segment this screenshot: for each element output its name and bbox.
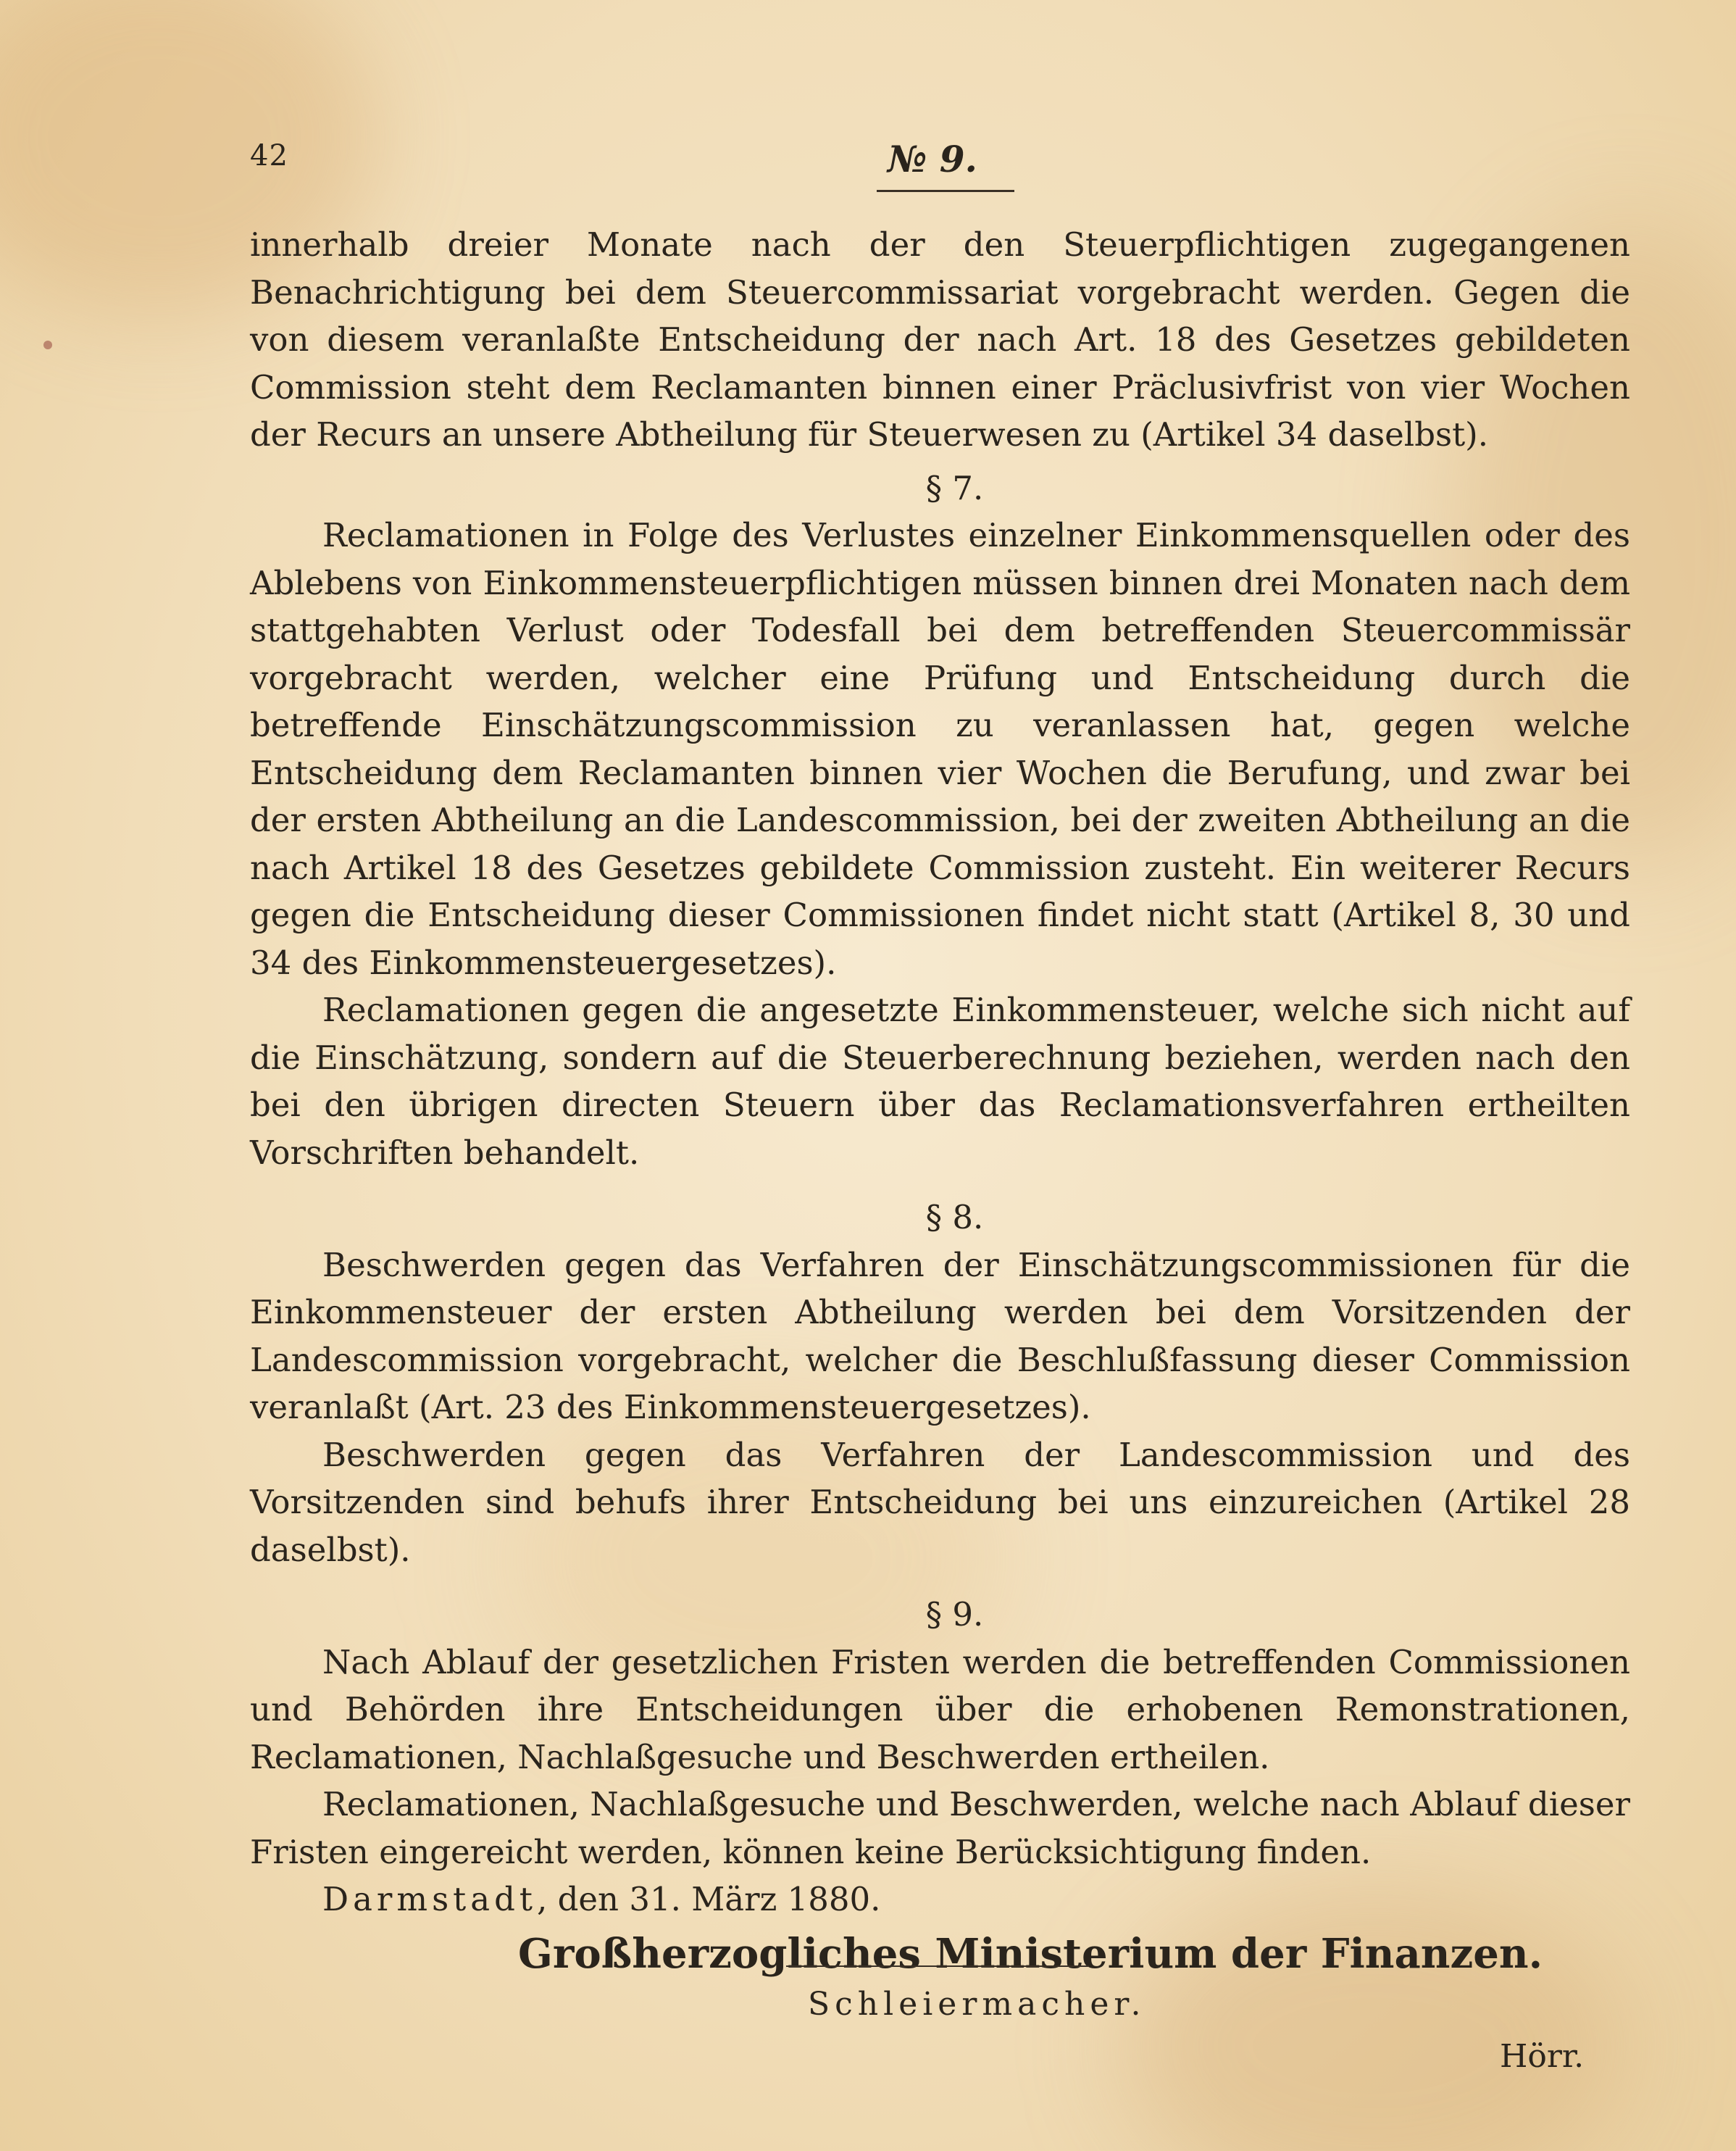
intro-paragraph: innerhalb dreier Monate nach der den Steuerpflichtigen zugegangenen Benachrichtigung bei dem Steuercommissariat vorgebracht werden. Gegen die von diesem veranlaßte Entscheidung der nach Art. 18 des Gesetzes gebildeten Commission steht dem Reclamanten binnen einer Präclusivfrist von vier Wochen der Recurs an unsere Abtheilung für Steuerwesen zu (Artikel 34 daselbst). xyxy=(250,225,1630,454)
header-rule xyxy=(877,190,1014,192)
section-8-paragraph-1: Beschwerden gegen das Verfahren der Einschätzungscommissionen für die Einkommensteuer der ersten Abtheilung werden bei dem Vorsitzenden der Landescommission vorgebracht, welcher die Beschlußfassung dieser Commission veranlaßt (Art. 23 des Einkommensteuergesetzes). xyxy=(250,1245,1630,1426)
section-8-heading: § 8. xyxy=(925,1198,984,1236)
document-body xyxy=(250,221,1630,2075)
issue-number: № 9. xyxy=(888,138,977,180)
signatory: Schleiermacher. xyxy=(808,1986,1146,2023)
dateline xyxy=(322,1876,880,1923)
section-7-paragraph-1: Reclamationen in Folge des Verlustes einzelner Einkommensquellen oder des Ablebens von Einkommensteuerpflichtigen müssen binnen drei Monaten nach dem stattgehabten Verlust oder Todesfall bei dem betreffenden Steuercommissär vorgebracht werden, welcher eine Prüfung und Entscheidung durch die betreffende Einschätzungscommission zu veranlassen hat, gegen welche Entscheidung dem Reclamanten binnen vier Wochen die Berufung, und zwar bei der ersten Abtheilung an die Landescommission, bei der zweiten Abtheilung an die nach Artikel 18 des Gesetzes gebildete Commission zusteht. Ein weiterer Recurs gegen die Entscheidung dieser Commissionen findet nicht statt (Artikel 8, 30 und 34 des Einkommensteuergesetzes). xyxy=(250,516,1630,982)
date: , den 31. März 1880. xyxy=(537,1880,881,1918)
section-9-paragraph-1: Nach Ablauf der gesetzlichen Fristen werden die betreffenden Commissionen und Behörden ihre Entscheidungen über die erhobenen Remonstrationen, Reclamationen, Nachlaßgesuche und Beschwerden ertheilen. xyxy=(250,1642,1630,1776)
section-7-heading: § 7. xyxy=(925,468,984,507)
signature-block xyxy=(250,1876,1630,2075)
ink-spot xyxy=(43,341,52,349)
footer-rule xyxy=(786,1965,1089,1967)
countersignature: Hörr. xyxy=(1500,2038,1585,2075)
section-9-heading: § 9. xyxy=(925,1595,984,1634)
page-number: 42 xyxy=(250,139,288,172)
section-9-paragraph-2: Reclamationen, Nachlaßgesuche und Beschwerden, welche nach Ablauf dieser Fristen eingereicht werden, können keine Berücksichtigung finden. xyxy=(250,1785,1630,1871)
section-7-paragraph-2: Reclamationen gegen die angesetzte Einkommensteuer, welche sich nicht auf die Einschätzung, sondern auf die Steuerberechnung beziehen, werden nach den bei den übrigen directen Steuern über das Reclamationsverfahren ertheilten Vorschriften behandelt. xyxy=(250,991,1630,1172)
section-8-paragraph-2: Beschwerden gegen das Verfahren der Landescommission und des Vorsitzenden sind behufs ihrer Entscheidung bei uns einzureichen (Artikel 28 daselbst). xyxy=(250,1435,1630,1569)
place-name: Darmstadt xyxy=(322,1880,537,1918)
ministry-name: Großherzogliches Ministerium der Finanzen. xyxy=(518,1930,1543,1978)
